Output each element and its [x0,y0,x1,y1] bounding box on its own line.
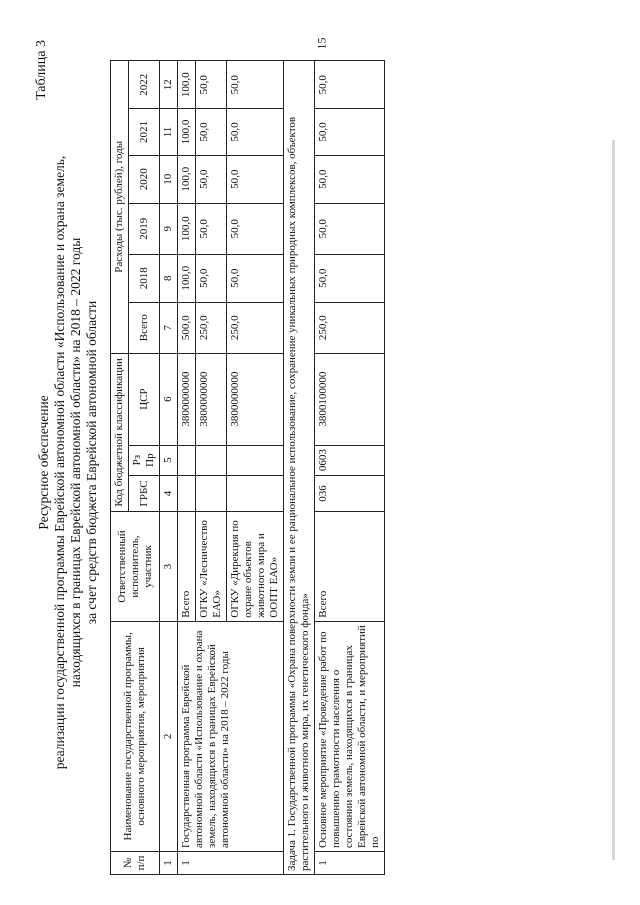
page-number: 15 [314,37,329,50]
y2020-cell: 100,0 [178,155,196,203]
rzpr-header: Рз Пр [129,445,160,475]
y2021-cell: 50,0 [227,109,284,155]
y2018-header: 2018 [129,254,160,302]
rotated-page [20,37,620,885]
y2021-cell: 50,0 [315,109,385,155]
total-cell: 250,0 [315,302,385,353]
csr-cell: 3800000000 [178,353,196,445]
col-executor-header: Ответственный исполнитель, участник [111,512,160,621]
y2018-cell: 50,0 [196,254,227,302]
y2020-header: 2020 [129,155,160,203]
event-name: Основное мероприятие «Проведение работ по повышению грамотности населения о состоянии земель, находящихся в границах Еврейской автономной области, и мероприятий по [315,621,385,851]
title-line: Ресурсное обеспечение [36,395,51,530]
grbs-cell: 036 [315,475,385,512]
rzpr-cell [178,445,196,475]
y2019-cell: 100,0 [178,203,196,254]
col-number: 12 [160,61,178,109]
y2020-cell: 50,0 [315,155,385,203]
csr-header: ЦСР [129,353,160,445]
table-row [178,61,196,875]
csr-cell: 3800000000 [196,353,227,445]
col-number: 9 [160,203,178,254]
title-line: реализации государственной программы Еврейской автономной области «Использование и охрана земель, [52,155,67,770]
col-number: 7 [160,302,178,353]
col-number: 4 [160,475,178,512]
y2022-cell: 100,0 [178,61,196,109]
y2022-cell: 50,0 [227,61,284,109]
rzpr-cell [196,445,227,475]
header-row [111,61,129,875]
y2021-cell: 50,0 [196,109,227,155]
col-number: 8 [160,254,178,302]
y2019-header: 2019 [129,203,160,254]
rzpr-cell: 0603 [315,445,385,475]
y2020-cell: 50,0 [227,155,284,203]
col-expenses-header: Расходы (тыс. рублей), годы [111,61,129,354]
y2019-cell: 50,0 [315,203,385,254]
col-number: 1 [160,851,178,874]
title-line: за счет средств бюджета Еврейской автономной области [84,300,99,625]
event-num: 1 [315,851,385,874]
col-name-header: Наименование государственной программы, основного мероприятия, мероприятия [111,621,160,851]
col-number: 11 [160,109,178,155]
col-num-header: № п/п [111,851,160,874]
csr-cell: 3800100000 [315,353,385,445]
grbs-cell [227,475,284,512]
col-number: 3 [160,512,178,621]
col-budget-code-header: Код бюджетной классификации [111,353,129,512]
total-header: Всего [129,302,160,353]
y2018-cell: 50,0 [315,254,385,302]
grbs-cell [178,475,196,512]
document-title [36,40,100,885]
grbs-header: ГРБС [129,475,160,512]
table-label: Таблица 3 [34,40,49,100]
y2018-cell: 50,0 [227,254,284,302]
y2020-cell: 50,0 [196,155,227,203]
csr-cell: 3800000000 [227,353,284,445]
col-number: 5 [160,445,178,475]
task-row [284,61,315,875]
task-text: Задача 1. Государственной программы «Охрана поверхности земли и ее рациональное использование, сохранение уникальных природных комплексов, объектов растительного и животного мира, их генетического фонда» [284,61,315,875]
column-number-row [160,61,178,875]
program-num: 1 [178,851,284,874]
y2022-header: 2022 [129,61,160,109]
y2022-cell: 50,0 [196,61,227,109]
y2019-cell: 50,0 [227,203,284,254]
table-row [315,61,385,875]
col-number: 2 [160,621,178,851]
y2019-cell: 50,0 [196,203,227,254]
executor-cell: Всего [315,512,385,621]
executor-cell: ОГКУ «Дирекция по охране объектов животного мира и ООПТ ЕАО» [227,512,284,621]
total-cell: 500,0 [178,302,196,353]
col-number: 6 [160,353,178,445]
executor-cell: ОГКУ «Лесничество ЕАО» [196,512,227,621]
total-cell: 250,0 [227,302,284,353]
program-name: Государственная программа Еврейской автономной области «Использование и охрана земель, находящихся в границах Еврейской автономной области» на 2018 – 2022 годы [178,621,284,851]
executor-cell: Всего [178,512,196,621]
y2018-cell: 100,0 [178,254,196,302]
y2021-header: 2021 [129,109,160,155]
total-cell: 250,0 [196,302,227,353]
y2022-cell: 50,0 [315,61,385,109]
y2021-cell: 100,0 [178,109,196,155]
title-line: находящихся в границах Еврейской автономной области» на 2018 – 2022 годы [68,237,83,688]
col-number: 10 [160,155,178,203]
grbs-cell [196,475,227,512]
resource-table [110,60,385,875]
rzpr-cell [227,445,284,475]
